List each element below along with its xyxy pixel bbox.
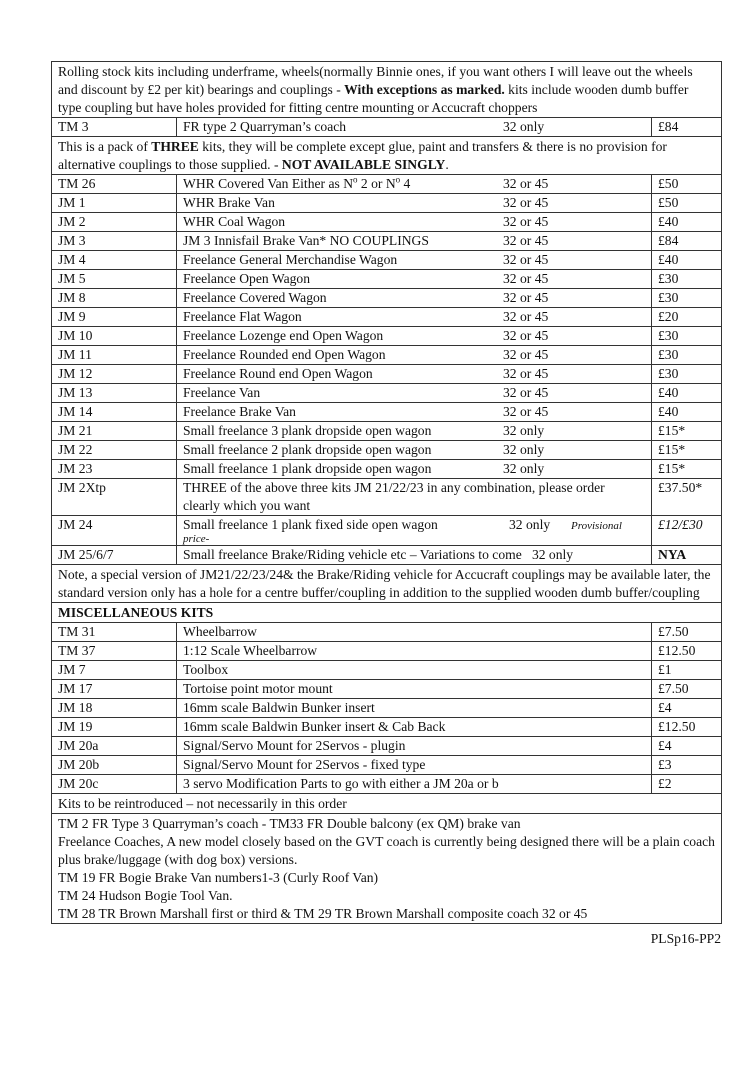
description-cell <box>177 346 652 365</box>
code-cell: JM 23 <box>52 460 177 479</box>
price-cell: £30 <box>652 346 722 365</box>
accucraft-note-row <box>52 565 722 603</box>
price-cell: £15* <box>652 441 722 460</box>
pack-note-d: NOT AVAILABLE SINGLY <box>281 157 446 172</box>
pack-note-a: This is a pack of <box>58 139 152 154</box>
description-cell: Toolbox <box>177 661 652 680</box>
code-cell: JM 14 <box>52 403 177 422</box>
item-name-b: 2 or N <box>357 176 396 191</box>
item-name: Freelance Brake Van <box>183 404 296 419</box>
code-cell: JM 19 <box>52 718 177 737</box>
code-cell: TM 31 <box>52 623 177 642</box>
item-name: Freelance General Merchandise Wagon <box>183 252 398 267</box>
price-cell: £7.50 <box>652 623 722 642</box>
price-cell: £37.50* <box>652 479 722 516</box>
scale-text: 32 only <box>531 547 574 562</box>
price-cell: £20 <box>652 308 722 327</box>
table-row-tm3 <box>52 118 722 137</box>
description-cell <box>177 384 652 403</box>
price-cell: £7.50 <box>652 680 722 699</box>
scale-text: 32 or 45 <box>503 214 549 229</box>
table-row <box>52 365 722 384</box>
item-name: Freelance Open Wagon <box>183 271 310 286</box>
item-name: Small freelance 3 plank dropside open wagon <box>183 423 432 438</box>
price-list-table <box>51 61 722 924</box>
description-cell: 1:12 Scale Wheelbarrow <box>177 642 652 661</box>
description-cell <box>177 327 652 346</box>
code-cell: JM 10 <box>52 327 177 346</box>
code-cell: JM 12 <box>52 365 177 384</box>
table-row <box>52 441 722 460</box>
description-cell <box>177 422 652 441</box>
description-cell: 3 servo Modification Parts to go with either a JM 20a or b <box>177 775 652 794</box>
code-cell: JM 25/6/7 <box>52 546 177 565</box>
description-cell <box>177 308 652 327</box>
provisional-label: Provisional <box>571 520 622 532</box>
pack-note-b: THREE <box>151 139 199 154</box>
price-cell: £30 <box>652 365 722 384</box>
table-row <box>52 384 722 403</box>
price-cell: £40 <box>652 384 722 403</box>
reintro-list <box>52 814 722 924</box>
price-cell: £50 <box>652 194 722 213</box>
code-cell: JM 1 <box>52 194 177 213</box>
price-cell: £4 <box>652 699 722 718</box>
intro-row <box>52 62 722 118</box>
section-heading-reintro: Kits to be reintroduced – not necessarily in this order <box>52 794 722 814</box>
code-cell: JM 9 <box>52 308 177 327</box>
description-cell: Wheelbarrow <box>177 623 652 642</box>
scale-text: 32 or 45 <box>503 195 549 210</box>
page-footer-code: PLSp16-PP2 <box>650 931 721 946</box>
table-row <box>52 308 722 327</box>
accucraft-note: Note, a special version of JM21/22/23/24& the Brake/Riding vehicle for Accucraft couplings may be available later, the standard version only has a hole for a centre buffer/coupling in addition to the supplied wooden dumb buffer/coupling <box>52 565 722 603</box>
price-cell: £84 <box>652 118 722 137</box>
description-cell: 16mm scale Baldwin Bunker insert & Cab Back <box>177 718 652 737</box>
item-name: Freelance Rounded end Open Wagon <box>183 347 386 362</box>
reintro-heading-row <box>52 794 722 814</box>
table-row <box>52 194 722 213</box>
superscript-o: o <box>395 174 401 185</box>
description-cell: Signal/Servo Mount for 2Servos - fixed type <box>177 756 652 775</box>
price-cell: £30 <box>652 289 722 308</box>
scale-text: 32 or 45 <box>503 328 549 343</box>
code-cell: JM 2 <box>52 213 177 232</box>
price-cell: £40 <box>652 403 722 422</box>
scale-text: 32 or 45 <box>503 271 549 286</box>
scale-text: 32 or 45 <box>503 176 549 191</box>
table-row <box>52 642 722 661</box>
scale-text: 32 or 45 <box>503 385 549 400</box>
description-cell <box>177 403 652 422</box>
code-cell: JM 20a <box>52 737 177 756</box>
item-name: JM 3 Innisfail Brake Van* NO COUPLINGS <box>183 233 429 248</box>
description-cell <box>177 460 652 479</box>
scale-text: 32 or 45 <box>503 233 549 248</box>
reintro-line: Freelance Coaches, A new model closely based on the GVT coach is currently being designed there will be a plain coach plus brake/luggage (with dog box) versions. <box>58 834 715 867</box>
table-row-tm26 <box>52 175 722 194</box>
table-row <box>52 775 722 794</box>
item-name: Freelance Lozenge end Open Wagon <box>183 328 384 343</box>
code-cell: JM 13 <box>52 384 177 403</box>
code-cell: JM 18 <box>52 699 177 718</box>
description-cell <box>177 232 652 251</box>
table-row <box>52 737 722 756</box>
table-row-jm2xtp <box>52 479 722 516</box>
item-name-c: 4 <box>400 176 411 191</box>
reintro-body-row <box>52 814 722 924</box>
description-cell <box>177 365 652 384</box>
item-name <box>183 176 410 191</box>
table-row <box>52 327 722 346</box>
table-row-jm24 <box>52 516 722 546</box>
table-row <box>52 422 722 441</box>
scale-text: 32 only <box>509 517 551 532</box>
price-cell: £15* <box>652 422 722 441</box>
description-cell <box>177 270 652 289</box>
item-name: Small freelance 1 plank fixed side open wagon <box>183 517 438 532</box>
code-cell: TM 3 <box>52 118 177 137</box>
description-cell <box>177 251 652 270</box>
code-cell: JM 7 <box>52 661 177 680</box>
table-row <box>52 699 722 718</box>
code-cell: JM 4 <box>52 251 177 270</box>
item-name: Freelance Flat Wagon <box>183 309 302 324</box>
scale-text: 32 only <box>503 461 545 476</box>
item-name: WHR Brake Van <box>183 195 275 210</box>
pack-note-e: . <box>445 157 449 172</box>
price-cell: £12/£30 <box>652 516 722 546</box>
item-name: Small freelance Brake/Riding vehicle etc – Variations to come <box>183 547 522 562</box>
scale-text: 32 or 45 <box>503 309 549 324</box>
table-row <box>52 270 722 289</box>
scale-text: 32 or 45 <box>503 366 549 381</box>
table-row <box>52 346 722 365</box>
code-cell: JM 20b <box>52 756 177 775</box>
table-row <box>52 661 722 680</box>
description-cell: 16mm scale Baldwin Bunker insert <box>177 699 652 718</box>
item-name-a: WHR Covered Van Either as N <box>183 176 354 191</box>
description-cell <box>177 175 652 194</box>
table-row <box>52 289 722 308</box>
intro-text-bold: With exceptions as marked. <box>344 82 505 97</box>
provisional-price-label: price- <box>183 533 210 545</box>
table-row <box>52 403 722 422</box>
description-cell <box>177 118 652 137</box>
price-cell: NYA <box>652 546 722 565</box>
reintro-line: TM 2 FR Type 3 Quarryman’s coach - TM33 FR Double balcony (ex QM) brake van <box>58 816 521 831</box>
pack-note <box>52 137 722 175</box>
wagon-rows <box>52 194 722 479</box>
item-name: Small freelance 2 plank dropside open wagon <box>183 442 432 457</box>
code-cell: TM 37 <box>52 642 177 661</box>
price-cell: £4 <box>652 737 722 756</box>
price-cell: £2 <box>652 775 722 794</box>
table-row <box>52 232 722 251</box>
code-cell: JM 3 <box>52 232 177 251</box>
item-name: FR type 2 Quarryman’s coach <box>183 119 347 134</box>
code-cell: JM 17 <box>52 680 177 699</box>
code-cell: JM 2Xtp <box>52 479 177 516</box>
price-cell: £40 <box>652 213 722 232</box>
table-row <box>52 680 722 699</box>
description-cell <box>177 546 652 565</box>
item-name: WHR Coal Wagon <box>183 214 286 229</box>
scale-text: 32 only <box>503 442 545 457</box>
reintro-line: TM 19 FR Bogie Brake Van numbers1-3 (Curly Roof Van) <box>58 870 379 885</box>
scale-text: 32 or 45 <box>503 404 549 419</box>
scale-text: 32 or 45 <box>503 290 549 305</box>
misc-heading-row <box>52 603 722 623</box>
code-cell: JM 5 <box>52 270 177 289</box>
intro-text <box>52 62 722 118</box>
price-cell: £12.50 <box>652 642 722 661</box>
code-cell: JM 22 <box>52 441 177 460</box>
description-cell: Signal/Servo Mount for 2Servos - plugin <box>177 737 652 756</box>
code-cell: TM 26 <box>52 175 177 194</box>
price-cell: £84 <box>652 232 722 251</box>
price-cell: £3 <box>652 756 722 775</box>
table-row <box>52 718 722 737</box>
code-cell: JM 8 <box>52 289 177 308</box>
superscript-o: o <box>353 174 358 185</box>
description-cell <box>177 289 652 308</box>
item-name: Small freelance 1 plank dropside open wagon <box>183 461 432 476</box>
table-row <box>52 756 722 775</box>
pack-note-c: kits, they will be complete except glue, paint and transfers & there is no provision for alternative couplings to those supplied. - <box>58 139 667 172</box>
description-cell <box>177 213 652 232</box>
misc-rows <box>52 623 722 794</box>
table-row <box>52 623 722 642</box>
scale-text: 32 or 45 <box>503 347 549 362</box>
table-row <box>52 213 722 232</box>
description-cell: THREE of the above three kits JM 21/22/23 in any combination, please order clearly which you want <box>177 479 652 516</box>
intro-text-b: kits include wooden dumb buffer type coupling but have holes provided for fitting centre mounting or Accucraft choppers <box>58 82 689 115</box>
price-cell: £50 <box>652 175 722 194</box>
scale-text: 32 or 45 <box>503 252 549 267</box>
code-cell: JM 24 <box>52 516 177 546</box>
reintro-line: TM 28 TR Brown Marshall first or third & TM 29 TR Brown Marshall composite coach 32 or 45 <box>58 906 588 921</box>
description-cell <box>177 194 652 213</box>
table-row <box>52 251 722 270</box>
description-cell <box>177 516 652 546</box>
table-row <box>52 460 722 479</box>
price-cell: £12.50 <box>652 718 722 737</box>
table-row-jm25 <box>52 546 722 565</box>
intro-text-a: Rolling stock kits including underframe, wheels(normally Binnie ones, if you want others I will leave out the wheels and discount by £2 per kit) bearings and couplings - <box>58 64 693 97</box>
price-cell: £1 <box>652 661 722 680</box>
scale-text: 32 only <box>503 423 545 438</box>
description-cell <box>177 441 652 460</box>
price-cell: £30 <box>652 270 722 289</box>
code-cell: JM 21 <box>52 422 177 441</box>
pack-note-row <box>52 137 722 175</box>
code-cell: JM 11 <box>52 346 177 365</box>
description-cell: Tortoise point motor mount <box>177 680 652 699</box>
item-name: Freelance Van <box>183 385 261 400</box>
price-cell: £15* <box>652 460 722 479</box>
price-list-document <box>51 61 721 924</box>
price-cell: £40 <box>652 251 722 270</box>
code-cell: JM 20c <box>52 775 177 794</box>
price-cell: £30 <box>652 327 722 346</box>
item-name: Freelance Round end Open Wagon <box>183 366 373 381</box>
item-name: Freelance Covered Wagon <box>183 290 327 305</box>
scale-text: 32 only <box>503 119 545 134</box>
section-heading-misc: MISCELLANEOUS KITS <box>52 603 722 623</box>
reintro-line: TM 24 Hudson Bogie Tool Van. <box>58 888 233 903</box>
